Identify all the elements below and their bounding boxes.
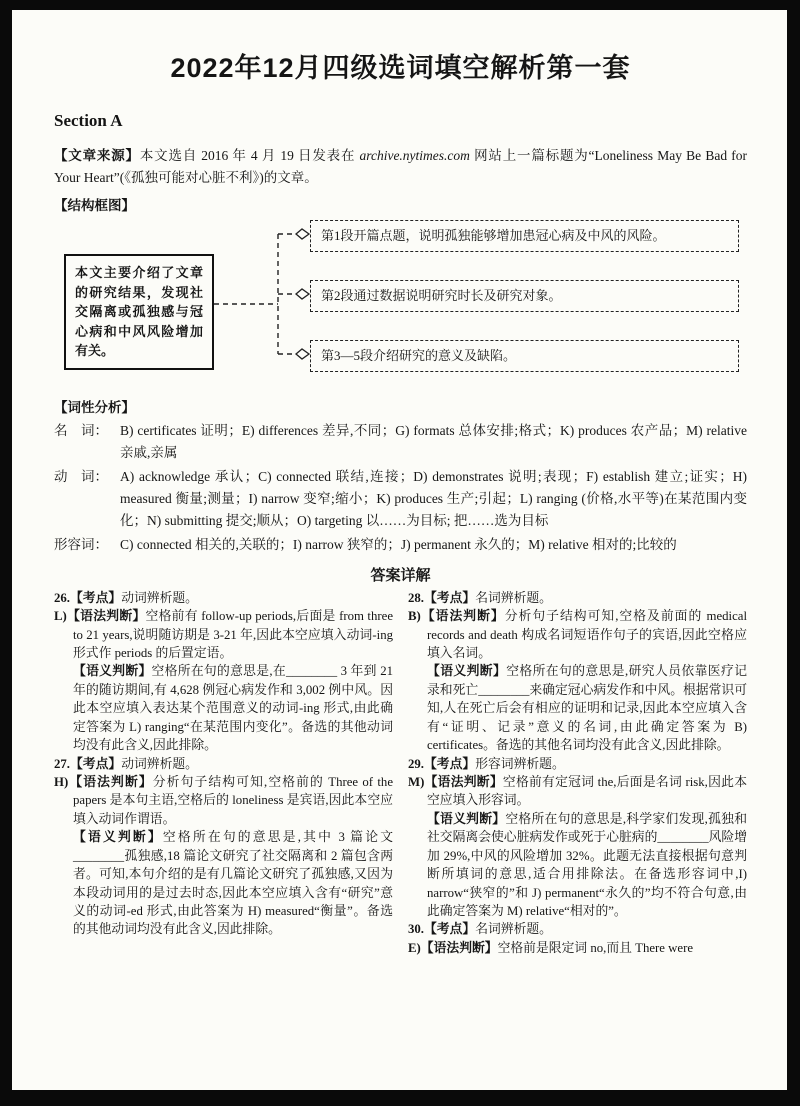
diamond-connector-icon [296, 349, 309, 359]
grammar-text: 空格前是限定词 no,而且 There were [497, 940, 694, 955]
pos-text: B) certificates 证明；E) differences 差异,不同；G) formats 总体安排;格式；K) produces 农产品；M) relative 亲戚,亲属 [120, 423, 747, 460]
pos-label: 动 词： [54, 469, 108, 485]
grammar-text: 分析句子结构可知,空格及前面的 medical records and death 构成名词短语作句子的宾语,因此空格应填入名词。 [427, 609, 747, 661]
pos-text: C) connected 相关的,关联的；I) narrow 狭窄的；J) permanent 永久的；M) relative 相对的;比较的 [120, 537, 677, 553]
semantic-label: 【语义判断】 [73, 830, 163, 845]
flowchart-summary-box: 本文主要介绍了文章的研究结果，发现社交隔离或孤独感与冠心病和中风风险增加有关。 [64, 254, 214, 370]
flowchart-item-1: 第1段开篇点题，说明孤独能够增加患冠心病及中风的风险。 [310, 220, 739, 252]
kaodian-label: 【考点】 [424, 590, 476, 605]
question-number: 29. [408, 756, 424, 771]
answer-letter: E) [408, 940, 421, 955]
pos-label: 名 词： [54, 423, 108, 439]
semantic-text: 空格所在句的意思是,其中 3 篇论文________孤独感,18 篇论文研究了社交隔离和 2 篇包含两者。可知,本句介绍的是有几篇论文研究了孤独感,又因为本段动词用的是过去时态,因此本空应填入含有“研究”意义的动词-ed 形式,由此答案为 H) measured“衡量”。备选的其他动词均没有此含义,因此排除。 [73, 830, 393, 937]
question-number: 27. [54, 756, 70, 771]
semantic-text: 空格所在句的意思是,研究人员依靠医疗记录和死亡________来确定冠心病发作和中风。根据常识可知,人在死亡后会有相应的证明和记录,因此本空应填入含有“证明、记录”意义的名词,由此确定答案为 B) certificates。备选的其他名词均没有此含义,因此排除。 [427, 664, 748, 753]
answers-left-column [54, 589, 393, 957]
answer-letter: M) [408, 774, 425, 789]
answer-letter: H) [54, 774, 69, 789]
grammar-text: 分析句子结构可知,空格前的 Three of the papers 是本句主语,空格后的 loneliness 是宾语,因此本空应填入动词作谓语。 [73, 774, 393, 826]
document-page [12, 10, 787, 1090]
kaodian-text: 动词辨析题。 [121, 756, 198, 771]
kaodian-label: 【考点】 [424, 756, 476, 771]
semantic-label: 【语义判断】 [73, 664, 152, 679]
answers-heading: 答案详解 [370, 567, 431, 584]
kaodian-text: 动词辨析题。 [121, 590, 198, 605]
grammar-text: 空格前有 follow-up periods,后面是 from three to 21 years,说明随访期是 3-21 年,因此本空应填入动词-ing 形式作 periods 的后置定语。 [73, 609, 393, 661]
grammar-label: 【语法判断】 [68, 774, 153, 789]
kaodian-text: 形容词辨析题。 [475, 756, 565, 771]
pos-label: 形容词： [54, 537, 108, 553]
answer-letter: B) [408, 609, 421, 624]
kaodian-label: 【考点】 [70, 590, 122, 605]
kaodian-label: 【考点】 [70, 756, 122, 771]
source-label: 【文章来源】 [54, 148, 140, 163]
flowchart-item-2: 第2段通过数据说明研究时长及研究对象。 [310, 280, 739, 312]
grammar-label: 【语法判断】 [66, 609, 146, 624]
answers-right-column [408, 589, 747, 957]
section-heading: Section A [54, 111, 123, 130]
grammar-label: 【语法判断】 [424, 774, 503, 789]
page-title: 2022年12月四级选词填空解析第一套 [170, 53, 631, 83]
question-27 [54, 755, 393, 939]
grammar-paragraph [408, 773, 747, 810]
question-head [408, 589, 747, 607]
structure-flowchart [54, 218, 747, 390]
semantic-paragraph [408, 662, 747, 754]
diamond-connector-icon [296, 229, 309, 239]
question-number: 30. [408, 922, 424, 937]
semantic-text: 空格所在句的意思是,科学家们发现,孤独和社交隔离会使心脏病发作或死于心脏病的________风险增加 29%,中风的风险增加 32%。此题无法直接根据句意判断所填词的意思,适合用排除法。在备选形容词中,I) narrow“狭窄的”和 J) permanent“永久的”均不符合句意,由此确定答案为 M) relative“相对的”。 [427, 811, 748, 918]
question-number: 28. [408, 590, 424, 605]
question-26 [54, 589, 393, 755]
answer-letter: L) [54, 609, 67, 624]
pos-text: A) acknowledge 承认；C) connected 联结,连接；D) demonstrates 说明;表现；F) establish 建立;证实；H) measured 衡量;测量；I) narrow 变窄;缩小；K) produces 生产;引起；L) ranging (价格,水平等)在某范围内变化；N) submitting 提交;顺从；O) targeting 以……为目标; 把……选为目标 [120, 469, 747, 528]
grammar-paragraph [408, 939, 747, 957]
semantic-paragraph [408, 810, 747, 921]
grammar-paragraph [54, 773, 393, 828]
kaodian-text: 名词辨析题。 [475, 922, 552, 937]
semantic-text: 空格所在句的意思是,在________ 3 年到 21 年的随访期间,有 4,628 例冠心病发作和 3,002 例中风。因此本空应填入表达某个范围意义的动词-ing 形式,由此确定答案为 L) ranging“在某范围内变化”。备选的其他动词均没有此含义,因此排除。 [73, 664, 393, 753]
pos-analysis-label: 【词性分析】 [54, 400, 135, 416]
question-head [408, 755, 747, 773]
semantic-paragraph [54, 828, 393, 939]
pos-row-verbs [54, 466, 747, 531]
question-number: 26. [54, 590, 70, 605]
article-source-paragraph [54, 145, 747, 188]
grammar-paragraph [408, 607, 747, 662]
flowchart-item-3: 第3—5段介绍研究的意义及缺陷。 [310, 340, 739, 372]
semantic-label: 【语义判断】 [427, 664, 507, 679]
grammar-label: 【语法判断】 [420, 609, 505, 624]
semantic-label: 【语义判断】 [427, 811, 506, 826]
question-head [54, 589, 393, 607]
semantic-paragraph [54, 662, 393, 754]
source-text-before: 本文选自 2016 年 4 月 19 日发表在 [139, 148, 360, 163]
question-30 [408, 920, 747, 957]
source-url-text: archive.nytimes.com [359, 148, 470, 163]
grammar-label: 【语法判断】 [420, 940, 498, 955]
question-head [408, 920, 747, 938]
source-text-after: 网站上一篇标题为“Loneliness May Be Bad for Your Heart”(《孤独可能对心脏不利》)的文章。 [54, 148, 748, 185]
grammar-text: 空格前有定冠词 the,后面是名词 risk,因此本空应填入形容词。 [427, 774, 747, 808]
question-head [54, 755, 393, 773]
pos-row-nouns [54, 420, 747, 463]
structure-diagram-label: 【结构框图】 [54, 198, 135, 214]
answers-columns [54, 589, 747, 957]
question-28 [408, 589, 747, 755]
diamond-connector-icon [296, 289, 309, 299]
kaodian-text: 名词辨析题。 [475, 590, 552, 605]
kaodian-label: 【考点】 [424, 922, 476, 937]
question-29 [408, 755, 747, 921]
pos-row-adjectives [54, 534, 747, 556]
grammar-paragraph [54, 607, 393, 662]
